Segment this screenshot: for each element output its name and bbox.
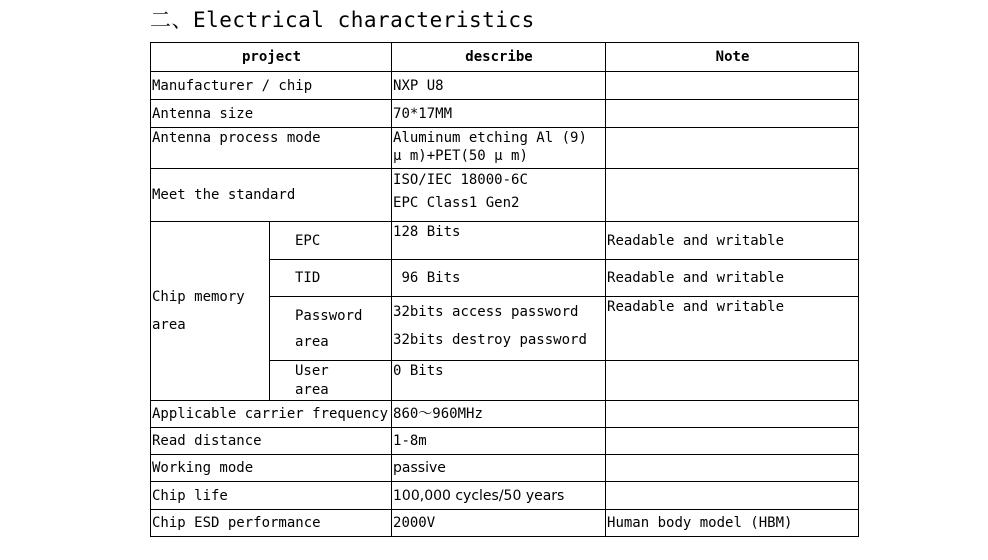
describe-cell: 2000V xyxy=(392,510,606,537)
electrical-characteristics-table xyxy=(150,42,859,537)
note-cell xyxy=(606,361,859,401)
describe-cell: 100,000 cycles/50 years xyxy=(392,482,606,510)
header-note: Note xyxy=(606,43,859,72)
project-cell: Manufacturer / chip xyxy=(151,72,392,100)
memory-name-line: User xyxy=(295,362,329,379)
note-cell: Readable and writable xyxy=(606,222,859,260)
memory-name-line: area xyxy=(295,333,329,350)
describe-cell: passive xyxy=(392,455,606,482)
project-cell: Applicable carrier frequency xyxy=(151,401,392,428)
project-cell: Antenna process mode xyxy=(151,128,392,169)
note-cell xyxy=(606,455,859,482)
table-row xyxy=(151,401,859,428)
describe-line: μ m)+PET(50 μ m) xyxy=(393,148,528,164)
describe-cell: 860～960MHz xyxy=(392,401,606,428)
note-cell: Human body model (HBM) xyxy=(606,510,859,537)
describe-cell: 128 Bits xyxy=(392,222,606,260)
describe-line: 32bits destroy password xyxy=(393,332,587,348)
memory-name-line: area xyxy=(295,381,329,398)
memory-name-cell: TID xyxy=(270,260,392,297)
describe-cell xyxy=(392,128,606,169)
table-row xyxy=(151,169,859,222)
describe-line: Aluminum etching Al (9) xyxy=(393,130,587,146)
note-cell xyxy=(606,401,859,428)
project-cell: Read distance xyxy=(151,428,392,455)
note-cell: Readable and writable xyxy=(606,297,859,361)
table-row xyxy=(151,510,859,537)
project-cell: Meet the standard xyxy=(151,169,392,222)
describe-cell: NXP U8 xyxy=(392,72,606,100)
table-row xyxy=(151,455,859,482)
describe-cell: 0 Bits xyxy=(392,361,606,401)
chip-memory-label-cell xyxy=(151,222,270,401)
describe-cell: 70*17MM xyxy=(392,100,606,128)
note-cell xyxy=(606,72,859,100)
project-cell: Chip ESD performance xyxy=(151,510,392,537)
describe-line: EPC Class1 Gen2 xyxy=(393,195,520,211)
note-cell xyxy=(606,169,859,222)
header-project: project xyxy=(151,43,392,72)
note-cell xyxy=(606,128,859,169)
memory-name-cell xyxy=(270,297,392,361)
table-row xyxy=(151,428,859,455)
table-row xyxy=(151,100,859,128)
table-row xyxy=(151,128,859,169)
chip-memory-label: area xyxy=(152,317,186,333)
describe-cell xyxy=(392,297,606,361)
describe-cell xyxy=(392,169,606,222)
describe-line: 32bits access password xyxy=(393,304,579,320)
describe-cell: 1-8m xyxy=(392,428,606,455)
header-row xyxy=(151,43,859,72)
describe-line: ISO/IEC 18000-6C xyxy=(393,172,528,188)
memory-name-cell: EPC xyxy=(270,222,392,260)
note-cell xyxy=(606,100,859,128)
memory-name-cell xyxy=(270,361,392,401)
project-cell: Working mode xyxy=(151,455,392,482)
table-row xyxy=(151,72,859,100)
note-cell: Readable and writable xyxy=(606,260,859,297)
table-row xyxy=(151,222,859,260)
note-cell xyxy=(606,482,859,510)
section-heading: 二、Electrical characteristics xyxy=(150,8,535,32)
chip-memory-label: Chip memory xyxy=(152,289,245,305)
memory-name-line: Password xyxy=(295,307,363,324)
describe-cell: 96 Bits xyxy=(392,260,606,297)
table-row xyxy=(151,482,859,510)
note-cell xyxy=(606,428,859,455)
project-cell: Antenna size xyxy=(151,100,392,128)
project-cell: Chip life xyxy=(151,482,392,510)
header-describe: describe xyxy=(392,43,606,72)
